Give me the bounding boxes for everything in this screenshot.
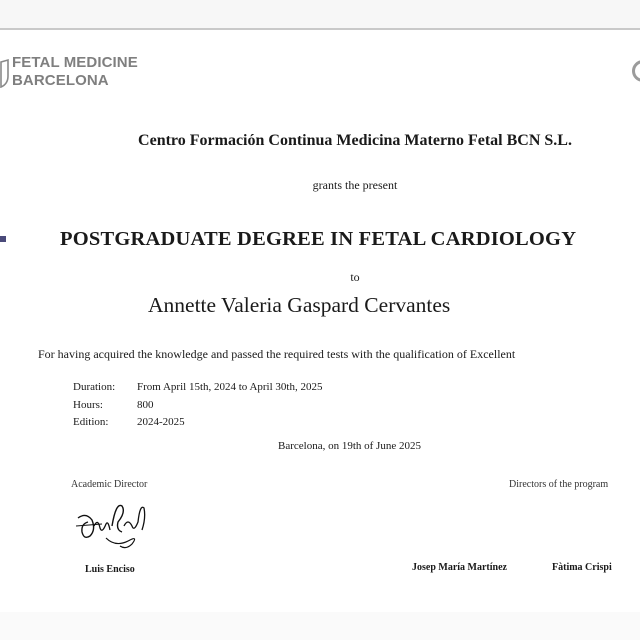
- degree-title: POSTGRADUATE DEGREE IN FETAL CARDIOLOGY: [60, 228, 577, 250]
- signatory-fatima-crispi: Fàtima Crispi: [552, 562, 612, 573]
- issuer-title: Centro Formación Continua Medicina Materno Fetal BCN S.L.: [138, 132, 572, 149]
- logo-line-2: BARCELONA: [12, 72, 109, 89]
- grants-text: grants the present: [312, 178, 398, 192]
- academic-director-role: Academic Director: [71, 479, 148, 490]
- signatory-luis-enciso: Luis Enciso: [85, 564, 135, 575]
- logo-text: [12, 54, 138, 90]
- detail-value-edition: 2024-2025: [137, 416, 185, 428]
- logo-line-1: FETAL MEDICINE: [12, 54, 138, 71]
- detail-value-duration: From April 15th, 2024 to April 30th, 2025: [137, 381, 323, 393]
- to-text: to: [350, 270, 360, 284]
- top-strip: [0, 0, 640, 30]
- bottom-strip: [0, 612, 640, 640]
- detail-value-hours: 800: [137, 399, 154, 411]
- recipient-name: Annette Valeria Gaspard Cervantes: [148, 293, 451, 317]
- side-mark: [0, 236, 6, 242]
- signatory-josep-maria-martinez: Josep María Martínez: [412, 562, 507, 573]
- qualification-text: For having acquired the knowledge and passed the required tests with the qualification of Excellent: [38, 347, 516, 361]
- place-date: Barcelona, on 19th of June 2025: [278, 440, 421, 452]
- program-directors-role: Directors of the program: [509, 479, 609, 490]
- detail-label-duration: Duration:: [73, 381, 116, 393]
- handwritten-signature: [72, 496, 152, 552]
- detail-label-hours: Hours:: [73, 399, 103, 411]
- shield-icon: [0, 58, 10, 88]
- detail-label-edition: Edition:: [73, 416, 109, 428]
